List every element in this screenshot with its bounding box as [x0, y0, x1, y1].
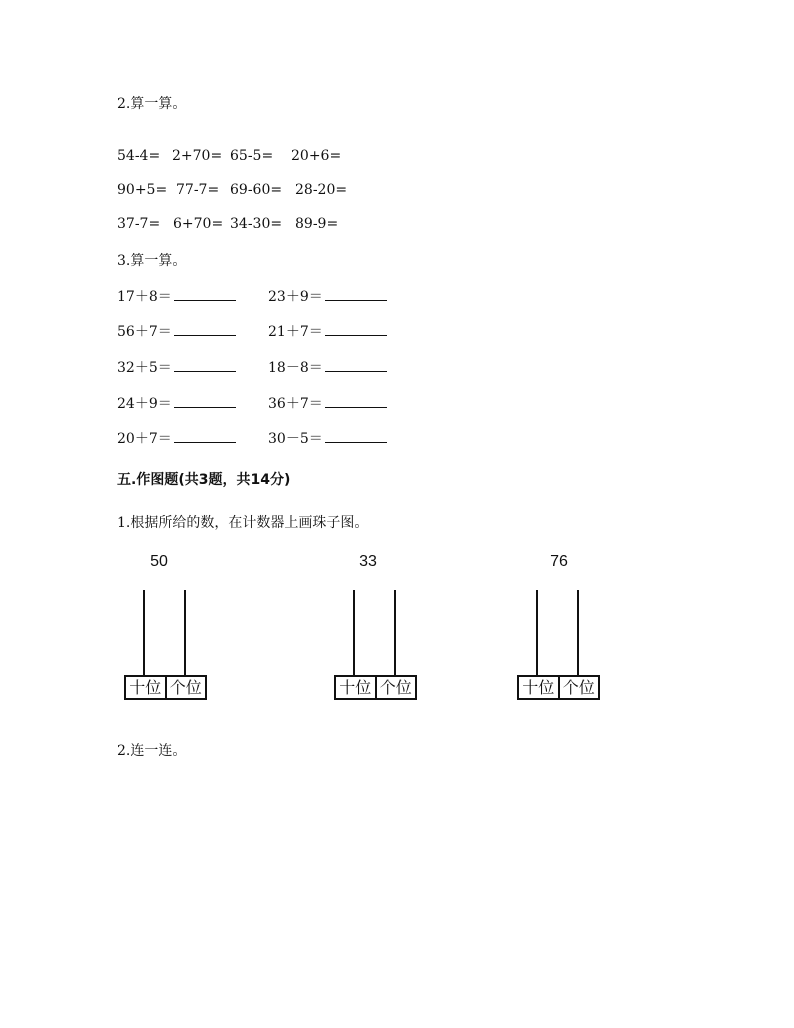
exercise-2-3-3: 34-30= — [230, 216, 283, 232]
answer-blank[interactable] — [174, 286, 236, 301]
exercise-3-2-2: 21＋7＝ — [268, 321, 387, 341]
question-2-text: 2.连一连。 — [117, 743, 187, 759]
answer-blank[interactable] — [325, 428, 387, 443]
answer-blank[interactable] — [174, 321, 236, 336]
ones-label: 个位 — [165, 677, 206, 698]
abacus-number: 76 — [550, 553, 568, 570]
ones-rod — [184, 590, 186, 676]
section-3-title: 3.算一算。 — [117, 253, 187, 269]
answer-blank[interactable] — [325, 321, 387, 336]
exercise-3-4-2: 36＋7＝ — [268, 393, 387, 413]
place-value-box — [334, 675, 417, 700]
exercise-2-1-1: 54-4= — [117, 148, 161, 164]
exercise-3-2-1: 56＋7＝ — [117, 321, 236, 341]
abacus-number: 33 — [359, 553, 377, 570]
exercise-2-3-2: 6+70= — [173, 216, 224, 232]
exercise-2-1-3: 65-5= — [230, 148, 274, 164]
exercise-2-3-1: 37-7= — [117, 216, 161, 232]
exercise-2-2-4: 28-20= — [295, 182, 348, 198]
ones-rod — [577, 590, 579, 676]
tens-label: 十位 — [339, 678, 372, 697]
section-5-title: 五.作图题(共3题，共14分) — [117, 472, 291, 488]
exercise-3-5-1: 20＋7＝ — [117, 428, 236, 448]
answer-blank[interactable] — [174, 393, 236, 408]
ones-rod — [394, 590, 396, 676]
answer-blank[interactable] — [174, 357, 236, 372]
ones-label: 个位 — [375, 677, 416, 698]
exercise-2-1-2: 2+70= — [172, 148, 223, 164]
abacus-number: 50 — [150, 553, 168, 570]
tens-rod — [143, 590, 145, 676]
answer-blank[interactable] — [325, 393, 387, 408]
tens-label: 十位 — [129, 678, 162, 697]
place-value-box — [517, 675, 600, 700]
exercise-3-4-1: 24＋9＝ — [117, 393, 236, 413]
answer-blank[interactable] — [325, 286, 387, 301]
tens-rod — [536, 590, 538, 676]
exercise-3-1-2: 23＋9＝ — [268, 286, 387, 306]
tens-label: 十位 — [522, 678, 555, 697]
exercise-2-1-4: 20+6= — [291, 148, 342, 164]
exercise-2-2-1: 90+5= — [117, 182, 168, 198]
tens-rod — [353, 590, 355, 676]
section-2-title: 2.算一算。 — [117, 96, 187, 112]
answer-blank[interactable] — [174, 428, 236, 443]
exercise-3-1-1: 17＋8＝ — [117, 286, 236, 306]
exercise-2-2-3: 69-60= — [230, 182, 283, 198]
ones-label: 个位 — [558, 677, 599, 698]
exercise-3-3-2: 18－8＝ — [268, 357, 387, 377]
exercise-2-3-4: 89-9= — [295, 216, 339, 232]
exercise-2-2-2: 77-7= — [176, 182, 220, 198]
question-1-text: 1.根据所给的数，在计数器上画珠子图。 — [117, 515, 369, 531]
exercise-3-5-2: 30－5＝ — [268, 428, 387, 448]
answer-blank[interactable] — [325, 357, 387, 372]
exercise-3-3-1: 32＋5＝ — [117, 357, 236, 377]
place-value-box — [124, 675, 207, 700]
